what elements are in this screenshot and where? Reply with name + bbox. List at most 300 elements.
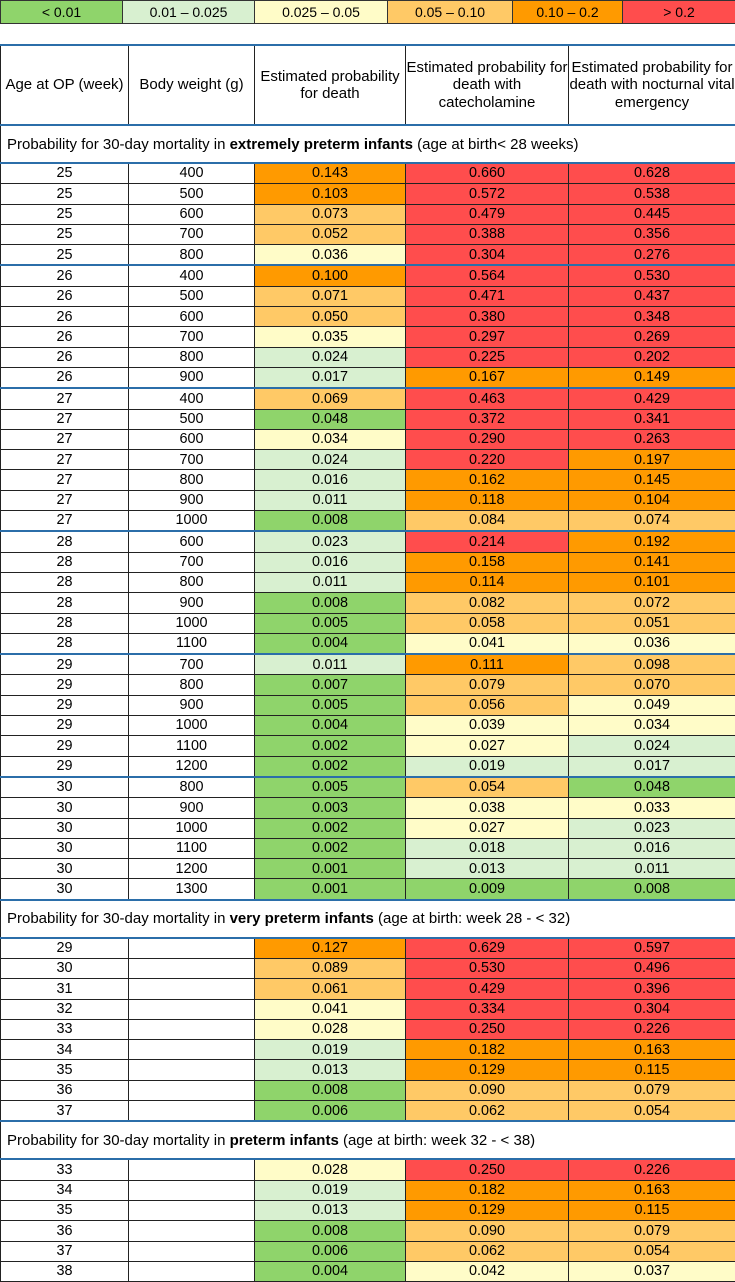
cell-prob-catecholamine: 0.660: [406, 163, 569, 184]
table-row: [1, 552, 735, 572]
section-title-bold: extremely preterm infants: [230, 136, 413, 153]
table-row: [1, 204, 735, 224]
cell-prob-nocturnal: 0.033: [569, 798, 735, 818]
cell-prob-catecholamine: 0.019: [406, 756, 569, 777]
section-title-prefix: Probability for 30-day mortality in: [7, 910, 230, 927]
table-row: [1, 265, 735, 286]
cell-age: 33: [1, 1019, 129, 1039]
cell-weight: [129, 1019, 255, 1039]
cell-age: 28: [1, 593, 129, 613]
cell-prob-death: 0.007: [255, 675, 406, 695]
table-row: [1, 716, 735, 736]
cell-age: 37: [1, 1101, 129, 1122]
cell-prob-nocturnal: 0.115: [569, 1200, 735, 1220]
cell-age: 32: [1, 999, 129, 1019]
cell-age: 26: [1, 286, 129, 306]
cell-weight: [129, 1101, 255, 1122]
cell-prob-nocturnal: 0.079: [569, 1221, 735, 1241]
cell-weight: 800: [129, 347, 255, 367]
cell-prob-nocturnal: 0.163: [569, 1180, 735, 1200]
cell-prob-catecholamine: 0.250: [406, 1159, 569, 1180]
cell-weight: 400: [129, 388, 255, 409]
cell-weight: 900: [129, 798, 255, 818]
cell-age: 26: [1, 367, 129, 388]
header-row: [1, 45, 735, 125]
cell-prob-catecholamine: 0.182: [406, 1040, 569, 1060]
cell-weight: [129, 1060, 255, 1080]
cell-prob-nocturnal: 0.348: [569, 307, 735, 327]
table-body: [1, 125, 735, 1282]
cell-prob-catecholamine: 0.111: [406, 654, 569, 675]
cell-age: 28: [1, 613, 129, 633]
cell-prob-catecholamine: 0.530: [406, 958, 569, 978]
cell-prob-death: 0.011: [255, 572, 406, 592]
cell-prob-death: 0.002: [255, 736, 406, 756]
cell-prob-nocturnal: 0.101: [569, 572, 735, 592]
table-row: [1, 1180, 735, 1200]
cell-prob-death: 0.028: [255, 1159, 406, 1180]
cell-weight: 1100: [129, 838, 255, 858]
legend-item: 0.025 – 0.05: [255, 1, 388, 24]
cell-prob-nocturnal: 0.070: [569, 675, 735, 695]
cell-prob-catecholamine: 0.304: [406, 245, 569, 266]
cell-prob-catecholamine: 0.114: [406, 572, 569, 592]
section-title: [1, 1121, 735, 1159]
table-row: [1, 307, 735, 327]
cell-prob-death: 0.001: [255, 879, 406, 900]
cell-weight: 900: [129, 593, 255, 613]
table-row: [1, 245, 735, 266]
table-row: [1, 859, 735, 879]
table-row: [1, 736, 735, 756]
cell-weight: 800: [129, 675, 255, 695]
cell-age: 38: [1, 1261, 129, 1281]
table-row: [1, 633, 735, 654]
cell-prob-nocturnal: 0.304: [569, 999, 735, 1019]
table-row: [1, 572, 735, 592]
cell-prob-death: 0.048: [255, 409, 406, 429]
cell-weight: [129, 1159, 255, 1180]
cell-prob-nocturnal: 0.437: [569, 286, 735, 306]
cell-age: 30: [1, 958, 129, 978]
cell-prob-death: 0.073: [255, 204, 406, 224]
cell-age: 27: [1, 511, 129, 532]
cell-prob-death: 0.016: [255, 470, 406, 490]
cell-prob-catecholamine: 0.388: [406, 224, 569, 244]
table-row: [1, 286, 735, 306]
cell-age: 26: [1, 347, 129, 367]
mortality-table: [0, 44, 735, 1282]
cell-prob-death: 0.004: [255, 1261, 406, 1281]
header-prob-nocturnal: Estimated probability for death with nocturnal vital emergency: [569, 45, 735, 125]
table-row: [1, 388, 735, 409]
cell-prob-catecholamine: 0.250: [406, 1019, 569, 1039]
cell-prob-catecholamine: 0.079: [406, 675, 569, 695]
cell-age: 27: [1, 388, 129, 409]
legend-item: 0.05 – 0.10: [388, 1, 513, 24]
table-row: [1, 1221, 735, 1241]
cell-prob-nocturnal: 0.034: [569, 716, 735, 736]
cell-prob-nocturnal: 0.054: [569, 1101, 735, 1122]
cell-prob-death: 0.024: [255, 450, 406, 470]
cell-prob-death: 0.005: [255, 777, 406, 798]
cell-prob-catecholamine: 0.062: [406, 1101, 569, 1122]
cell-age: 26: [1, 327, 129, 347]
cell-prob-death: 0.016: [255, 552, 406, 572]
cell-weight: 600: [129, 531, 255, 552]
cell-prob-death: 0.024: [255, 347, 406, 367]
cell-weight: [129, 999, 255, 1019]
table-row: [1, 1241, 735, 1261]
table-row: [1, 1019, 735, 1039]
cell-prob-death: 0.127: [255, 938, 406, 959]
cell-weight: [129, 1200, 255, 1220]
cell-weight: 700: [129, 327, 255, 347]
cell-age: 25: [1, 163, 129, 184]
section-header: [1, 900, 735, 938]
table-row: [1, 675, 735, 695]
legend-item: > 0.2: [623, 1, 735, 24]
cell-prob-catecholamine: 0.090: [406, 1080, 569, 1100]
cell-weight: 500: [129, 409, 255, 429]
cell-prob-nocturnal: 0.074: [569, 511, 735, 532]
cell-prob-catecholamine: 0.167: [406, 367, 569, 388]
cell-prob-catecholamine: 0.220: [406, 450, 569, 470]
cell-weight: 700: [129, 552, 255, 572]
cell-prob-nocturnal: 0.145: [569, 470, 735, 490]
cell-age: 30: [1, 777, 129, 798]
cell-age: 25: [1, 245, 129, 266]
cell-weight: 1100: [129, 736, 255, 756]
cell-age: 26: [1, 265, 129, 286]
cell-age: 30: [1, 859, 129, 879]
cell-age: 27: [1, 450, 129, 470]
cell-age: 33: [1, 1159, 129, 1180]
cell-prob-catecholamine: 0.334: [406, 999, 569, 1019]
table-row: [1, 490, 735, 510]
cell-prob-death: 0.103: [255, 184, 406, 204]
cell-prob-death: 0.100: [255, 265, 406, 286]
table-row: [1, 958, 735, 978]
cell-prob-nocturnal: 0.049: [569, 695, 735, 715]
cell-age: 37: [1, 1241, 129, 1261]
cell-age: 25: [1, 224, 129, 244]
cell-age: 27: [1, 429, 129, 449]
section-title: [1, 125, 735, 163]
cell-prob-catecholamine: 0.372: [406, 409, 569, 429]
cell-prob-nocturnal: 0.445: [569, 204, 735, 224]
legend-item: < 0.01: [1, 1, 123, 24]
cell-weight: [129, 1040, 255, 1060]
cell-prob-death: 0.006: [255, 1241, 406, 1261]
cell-weight: [129, 979, 255, 999]
cell-prob-nocturnal: 0.008: [569, 879, 735, 900]
cell-prob-death: 0.003: [255, 798, 406, 818]
cell-weight: 1200: [129, 859, 255, 879]
section-header: [1, 1121, 735, 1159]
cell-age: 34: [1, 1040, 129, 1060]
header-age: Age at OP (week): [1, 45, 129, 125]
table-row: [1, 511, 735, 532]
cell-prob-death: 0.002: [255, 756, 406, 777]
table-row: [1, 818, 735, 838]
cell-age: 30: [1, 838, 129, 858]
cell-prob-death: 0.035: [255, 327, 406, 347]
cell-prob-death: 0.013: [255, 1200, 406, 1220]
cell-prob-nocturnal: 0.276: [569, 245, 735, 266]
cell-weight: 900: [129, 695, 255, 715]
cell-age: 35: [1, 1200, 129, 1220]
cell-age: 27: [1, 409, 129, 429]
cell-prob-death: 0.017: [255, 367, 406, 388]
table-row: [1, 979, 735, 999]
cell-prob-catecholamine: 0.018: [406, 838, 569, 858]
cell-weight: 600: [129, 429, 255, 449]
table-row: [1, 777, 735, 798]
cell-age: 28: [1, 552, 129, 572]
cell-prob-death: 0.005: [255, 695, 406, 715]
cell-prob-death: 0.143: [255, 163, 406, 184]
table-row: [1, 470, 735, 490]
cell-prob-catecholamine: 0.056: [406, 695, 569, 715]
cell-prob-catecholamine: 0.225: [406, 347, 569, 367]
cell-prob-nocturnal: 0.024: [569, 736, 735, 756]
cell-age: 36: [1, 1080, 129, 1100]
cell-prob-death: 0.008: [255, 1080, 406, 1100]
cell-weight: 1000: [129, 511, 255, 532]
table-row: [1, 879, 735, 900]
section-title-suffix: (age at birth: week 28 - < 32): [374, 910, 570, 927]
cell-prob-nocturnal: 0.036: [569, 633, 735, 654]
cell-prob-nocturnal: 0.079: [569, 1080, 735, 1100]
cell-prob-catecholamine: 0.564: [406, 265, 569, 286]
cell-prob-death: 0.011: [255, 654, 406, 675]
cell-prob-nocturnal: 0.115: [569, 1060, 735, 1080]
table-row: [1, 1159, 735, 1180]
cell-prob-nocturnal: 0.192: [569, 531, 735, 552]
cell-weight: 500: [129, 184, 255, 204]
cell-prob-nocturnal: 0.037: [569, 1261, 735, 1281]
table-row: [1, 224, 735, 244]
cell-prob-nocturnal: 0.226: [569, 1019, 735, 1039]
cell-prob-catecholamine: 0.129: [406, 1200, 569, 1220]
header-prob-catecholamine: Estimated probability for death with catecholamine: [406, 45, 569, 125]
table-row: [1, 184, 735, 204]
cell-age: 30: [1, 818, 129, 838]
table-row: [1, 1060, 735, 1080]
cell-prob-death: 0.006: [255, 1101, 406, 1122]
cell-prob-nocturnal: 0.054: [569, 1241, 735, 1261]
cell-prob-catecholamine: 0.054: [406, 777, 569, 798]
cell-prob-nocturnal: 0.163: [569, 1040, 735, 1060]
cell-prob-death: 0.004: [255, 633, 406, 654]
cell-weight: 1000: [129, 613, 255, 633]
cell-prob-catecholamine: 0.214: [406, 531, 569, 552]
table-row: [1, 838, 735, 858]
table-row: [1, 1080, 735, 1100]
cell-age: 30: [1, 798, 129, 818]
cell-prob-nocturnal: 0.226: [569, 1159, 735, 1180]
cell-prob-death: 0.008: [255, 1221, 406, 1241]
cell-prob-nocturnal: 0.356: [569, 224, 735, 244]
cell-prob-nocturnal: 0.202: [569, 347, 735, 367]
cell-prob-nocturnal: 0.023: [569, 818, 735, 838]
cell-prob-death: 0.002: [255, 838, 406, 858]
cell-prob-nocturnal: 0.149: [569, 367, 735, 388]
cell-age: 29: [1, 654, 129, 675]
cell-weight: [129, 1221, 255, 1241]
cell-prob-catecholamine: 0.429: [406, 979, 569, 999]
cell-age: 27: [1, 470, 129, 490]
cell-prob-catecholamine: 0.042: [406, 1261, 569, 1281]
table-row: [1, 999, 735, 1019]
cell-prob-nocturnal: 0.048: [569, 777, 735, 798]
cell-prob-catecholamine: 0.082: [406, 593, 569, 613]
cell-prob-nocturnal: 0.141: [569, 552, 735, 572]
cell-prob-catecholamine: 0.158: [406, 552, 569, 572]
cell-prob-nocturnal: 0.017: [569, 756, 735, 777]
cell-prob-death: 0.089: [255, 958, 406, 978]
cell-prob-nocturnal: 0.269: [569, 327, 735, 347]
cell-age: 28: [1, 633, 129, 654]
cell-prob-catecholamine: 0.118: [406, 490, 569, 510]
cell-prob-death: 0.041: [255, 999, 406, 1019]
cell-prob-death: 0.008: [255, 593, 406, 613]
cell-prob-catecholamine: 0.039: [406, 716, 569, 736]
cell-prob-catecholamine: 0.084: [406, 511, 569, 532]
cell-prob-nocturnal: 0.530: [569, 265, 735, 286]
cell-age: 36: [1, 1221, 129, 1241]
cell-age: 28: [1, 572, 129, 592]
cell-prob-catecholamine: 0.041: [406, 633, 569, 654]
cell-prob-catecholamine: 0.380: [406, 307, 569, 327]
cell-age: 35: [1, 1060, 129, 1080]
cell-prob-death: 0.050: [255, 307, 406, 327]
cell-age: 28: [1, 531, 129, 552]
table-row: [1, 450, 735, 470]
section-title-suffix: (age at birth: week 32 - < 38): [339, 1132, 535, 1149]
cell-prob-death: 0.013: [255, 1060, 406, 1080]
cell-prob-nocturnal: 0.628: [569, 163, 735, 184]
table-row: [1, 938, 735, 959]
cell-weight: [129, 958, 255, 978]
cell-prob-death: 0.061: [255, 979, 406, 999]
cell-prob-nocturnal: 0.011: [569, 859, 735, 879]
section-title-prefix: Probability for 30-day mortality in: [7, 136, 230, 153]
cell-prob-catecholamine: 0.090: [406, 1221, 569, 1241]
cell-age: 29: [1, 736, 129, 756]
table-row: [1, 367, 735, 388]
cell-weight: 600: [129, 307, 255, 327]
cell-prob-death: 0.019: [255, 1180, 406, 1200]
cell-weight: [129, 1180, 255, 1200]
cell-weight: 800: [129, 470, 255, 490]
table-row: [1, 327, 735, 347]
cell-prob-death: 0.004: [255, 716, 406, 736]
section-title-suffix: (age at birth< 28 weeks): [413, 136, 579, 153]
cell-prob-nocturnal: 0.597: [569, 938, 735, 959]
cell-prob-nocturnal: 0.051: [569, 613, 735, 633]
table-row: [1, 429, 735, 449]
section-title-prefix: Probability for 30-day mortality in: [7, 1132, 230, 1149]
color-legend: [0, 0, 735, 24]
cell-prob-death: 0.052: [255, 224, 406, 244]
cell-prob-death: 0.028: [255, 1019, 406, 1039]
cell-age: 27: [1, 490, 129, 510]
cell-prob-death: 0.069: [255, 388, 406, 409]
cell-prob-nocturnal: 0.429: [569, 388, 735, 409]
cell-weight: 1000: [129, 818, 255, 838]
cell-age: 29: [1, 756, 129, 777]
section-header: [1, 125, 735, 163]
section-title-bold: very preterm infants: [230, 910, 374, 927]
cell-prob-nocturnal: 0.072: [569, 593, 735, 613]
cell-weight: 800: [129, 572, 255, 592]
cell-age: 29: [1, 695, 129, 715]
cell-prob-catecholamine: 0.162: [406, 470, 569, 490]
cell-prob-catecholamine: 0.463: [406, 388, 569, 409]
cell-age: 29: [1, 675, 129, 695]
cell-weight: 400: [129, 265, 255, 286]
table-row: [1, 756, 735, 777]
cell-prob-nocturnal: 0.263: [569, 429, 735, 449]
cell-weight: 1100: [129, 633, 255, 654]
table-row: [1, 695, 735, 715]
cell-prob-catecholamine: 0.038: [406, 798, 569, 818]
cell-prob-catecholamine: 0.027: [406, 818, 569, 838]
cell-prob-catecholamine: 0.058: [406, 613, 569, 633]
cell-weight: 700: [129, 654, 255, 675]
cell-prob-death: 0.023: [255, 531, 406, 552]
cell-prob-death: 0.011: [255, 490, 406, 510]
cell-prob-catecholamine: 0.027: [406, 736, 569, 756]
cell-prob-death: 0.019: [255, 1040, 406, 1060]
cell-prob-nocturnal: 0.016: [569, 838, 735, 858]
cell-weight: 1000: [129, 716, 255, 736]
header-prob-death: Estimated probability for death: [255, 45, 406, 125]
legend-item: 0.10 – 0.2: [513, 1, 623, 24]
cell-prob-catecholamine: 0.572: [406, 184, 569, 204]
cell-prob-catecholamine: 0.479: [406, 204, 569, 224]
cell-prob-catecholamine: 0.297: [406, 327, 569, 347]
cell-weight: [129, 1080, 255, 1100]
cell-weight: 1200: [129, 756, 255, 777]
cell-prob-nocturnal: 0.197: [569, 450, 735, 470]
cell-prob-death: 0.001: [255, 859, 406, 879]
cell-weight: 1300: [129, 879, 255, 900]
cell-weight: [129, 1261, 255, 1281]
cell-prob-death: 0.005: [255, 613, 406, 633]
cell-prob-death: 0.008: [255, 511, 406, 532]
cell-age: 34: [1, 1180, 129, 1200]
cell-age: 29: [1, 716, 129, 736]
cell-prob-nocturnal: 0.538: [569, 184, 735, 204]
cell-age: 31: [1, 979, 129, 999]
cell-prob-catecholamine: 0.062: [406, 1241, 569, 1261]
cell-weight: 700: [129, 450, 255, 470]
cell-prob-nocturnal: 0.104: [569, 490, 735, 510]
cell-prob-nocturnal: 0.341: [569, 409, 735, 429]
table-row: [1, 798, 735, 818]
cell-prob-death: 0.071: [255, 286, 406, 306]
cell-age: 25: [1, 184, 129, 204]
table-row: [1, 347, 735, 367]
cell-prob-catecholamine: 0.129: [406, 1060, 569, 1080]
cell-weight: 600: [129, 204, 255, 224]
cell-weight: 800: [129, 777, 255, 798]
cell-age: 26: [1, 307, 129, 327]
table-row: [1, 409, 735, 429]
